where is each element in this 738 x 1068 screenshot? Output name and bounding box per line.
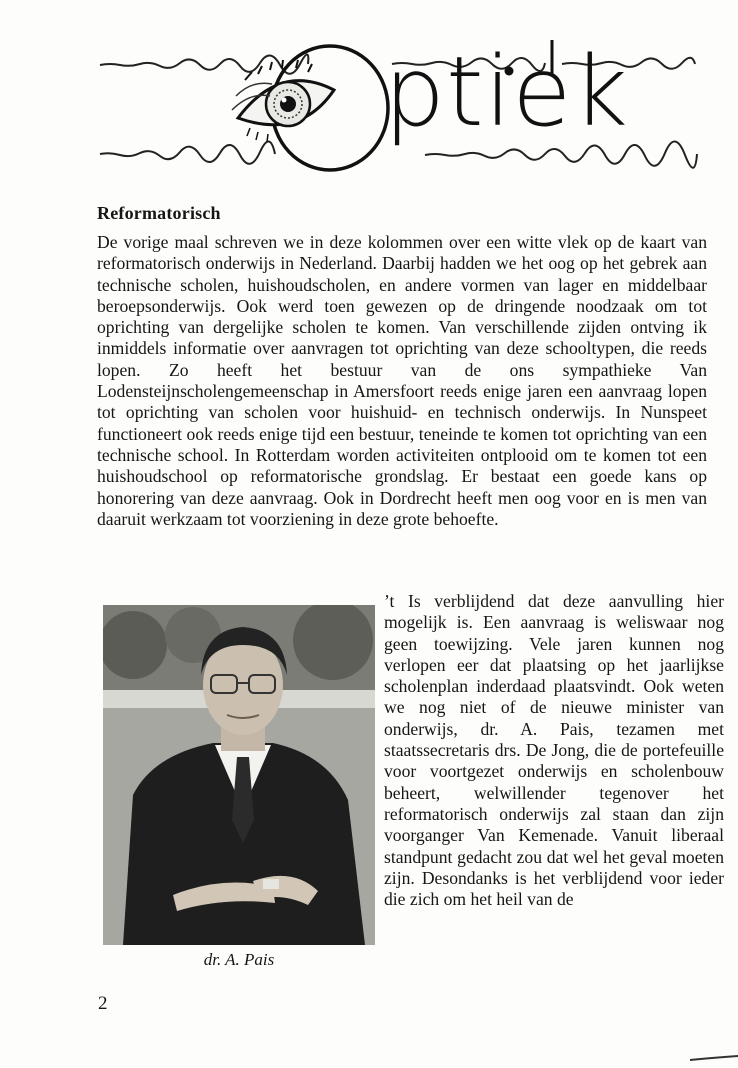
page-number: 2 bbox=[98, 993, 108, 1014]
logo-title-text: ptiek bbox=[384, 36, 629, 148]
scan-edge-mark bbox=[690, 1054, 738, 1062]
article-heading: Reformatorisch bbox=[97, 203, 221, 223]
top-left-rule bbox=[100, 55, 308, 74]
article-paragraph-right: ’t Is verblijdend dat deze aanvulling hier mogelijk is. Een aanvraag is weliswaar nog geen toewijzing. Vele jaren kunnen nog verlopen eer dat plaatsing op het jaarlijkse scholenplan inderdaad plaatsvindt. Ook weten we nog niet of de nieuwe minister van onderwijs, dr. A. Pais, tezamen met staatssecretaris drs. De Jong, die de portefeuille voor voortgezet onderwijs en scholenbouw beheert, welwillender tegenover het reformatorisch onderwijs zal staan dan zijn voorganger Van Kemenade. Vanuit liberaal standpunt gedacht zou dat wel het geval moeten zijn. Desondanks is het verblijdend voor ieder die zich om het heil van de bbox=[384, 591, 724, 910]
portrait-photo bbox=[103, 605, 375, 945]
page-header bbox=[0, 0, 738, 190]
bottom-left-rule bbox=[100, 141, 275, 163]
article-paragraph-top: De vorige maal schreven we in deze kolommen over een witte vlek op de kaart van reformatorisch onderwijs in Nederland. Daarbij hadden we het oog op het gebrek aan technische scholen, huishoudscholen, en andere vormen van lager en middelbaar beroepsonderwijs. Ook werd toen gewezen op de dringende noodzaak om tot oprichting van dergelijke scholen te komen. Van verschillende zijden ontving ik inmiddels informatie over aanvragen tot oprichting van deze schooltypen, die reeds lopen. Zo heeft het bestuur van de ons sympathieke Van Lodensteijnscholengemeenschap in Amersfoort reeds enige jaren een aanvraag lopen tot oprichting van scholen voor huishuid- en technisch onderwijs. In Nunspeet functioneert ook reeds enige tijd een bestuur, teneinde te komen tot oprichting van een technische school. In Rotterdam worden activiteiten ontplooid om te komen tot een huishoudschool op reformatorische grondslag. Er bestaat een goede kans op honorering van deze aanvraag. Ook in Dordrecht heeft men oog voor en is men van daaruit werkzaam tot voorziening in deze grote behoefte. bbox=[97, 232, 707, 529]
photo-caption: dr. A. Pais bbox=[203, 950, 275, 969]
